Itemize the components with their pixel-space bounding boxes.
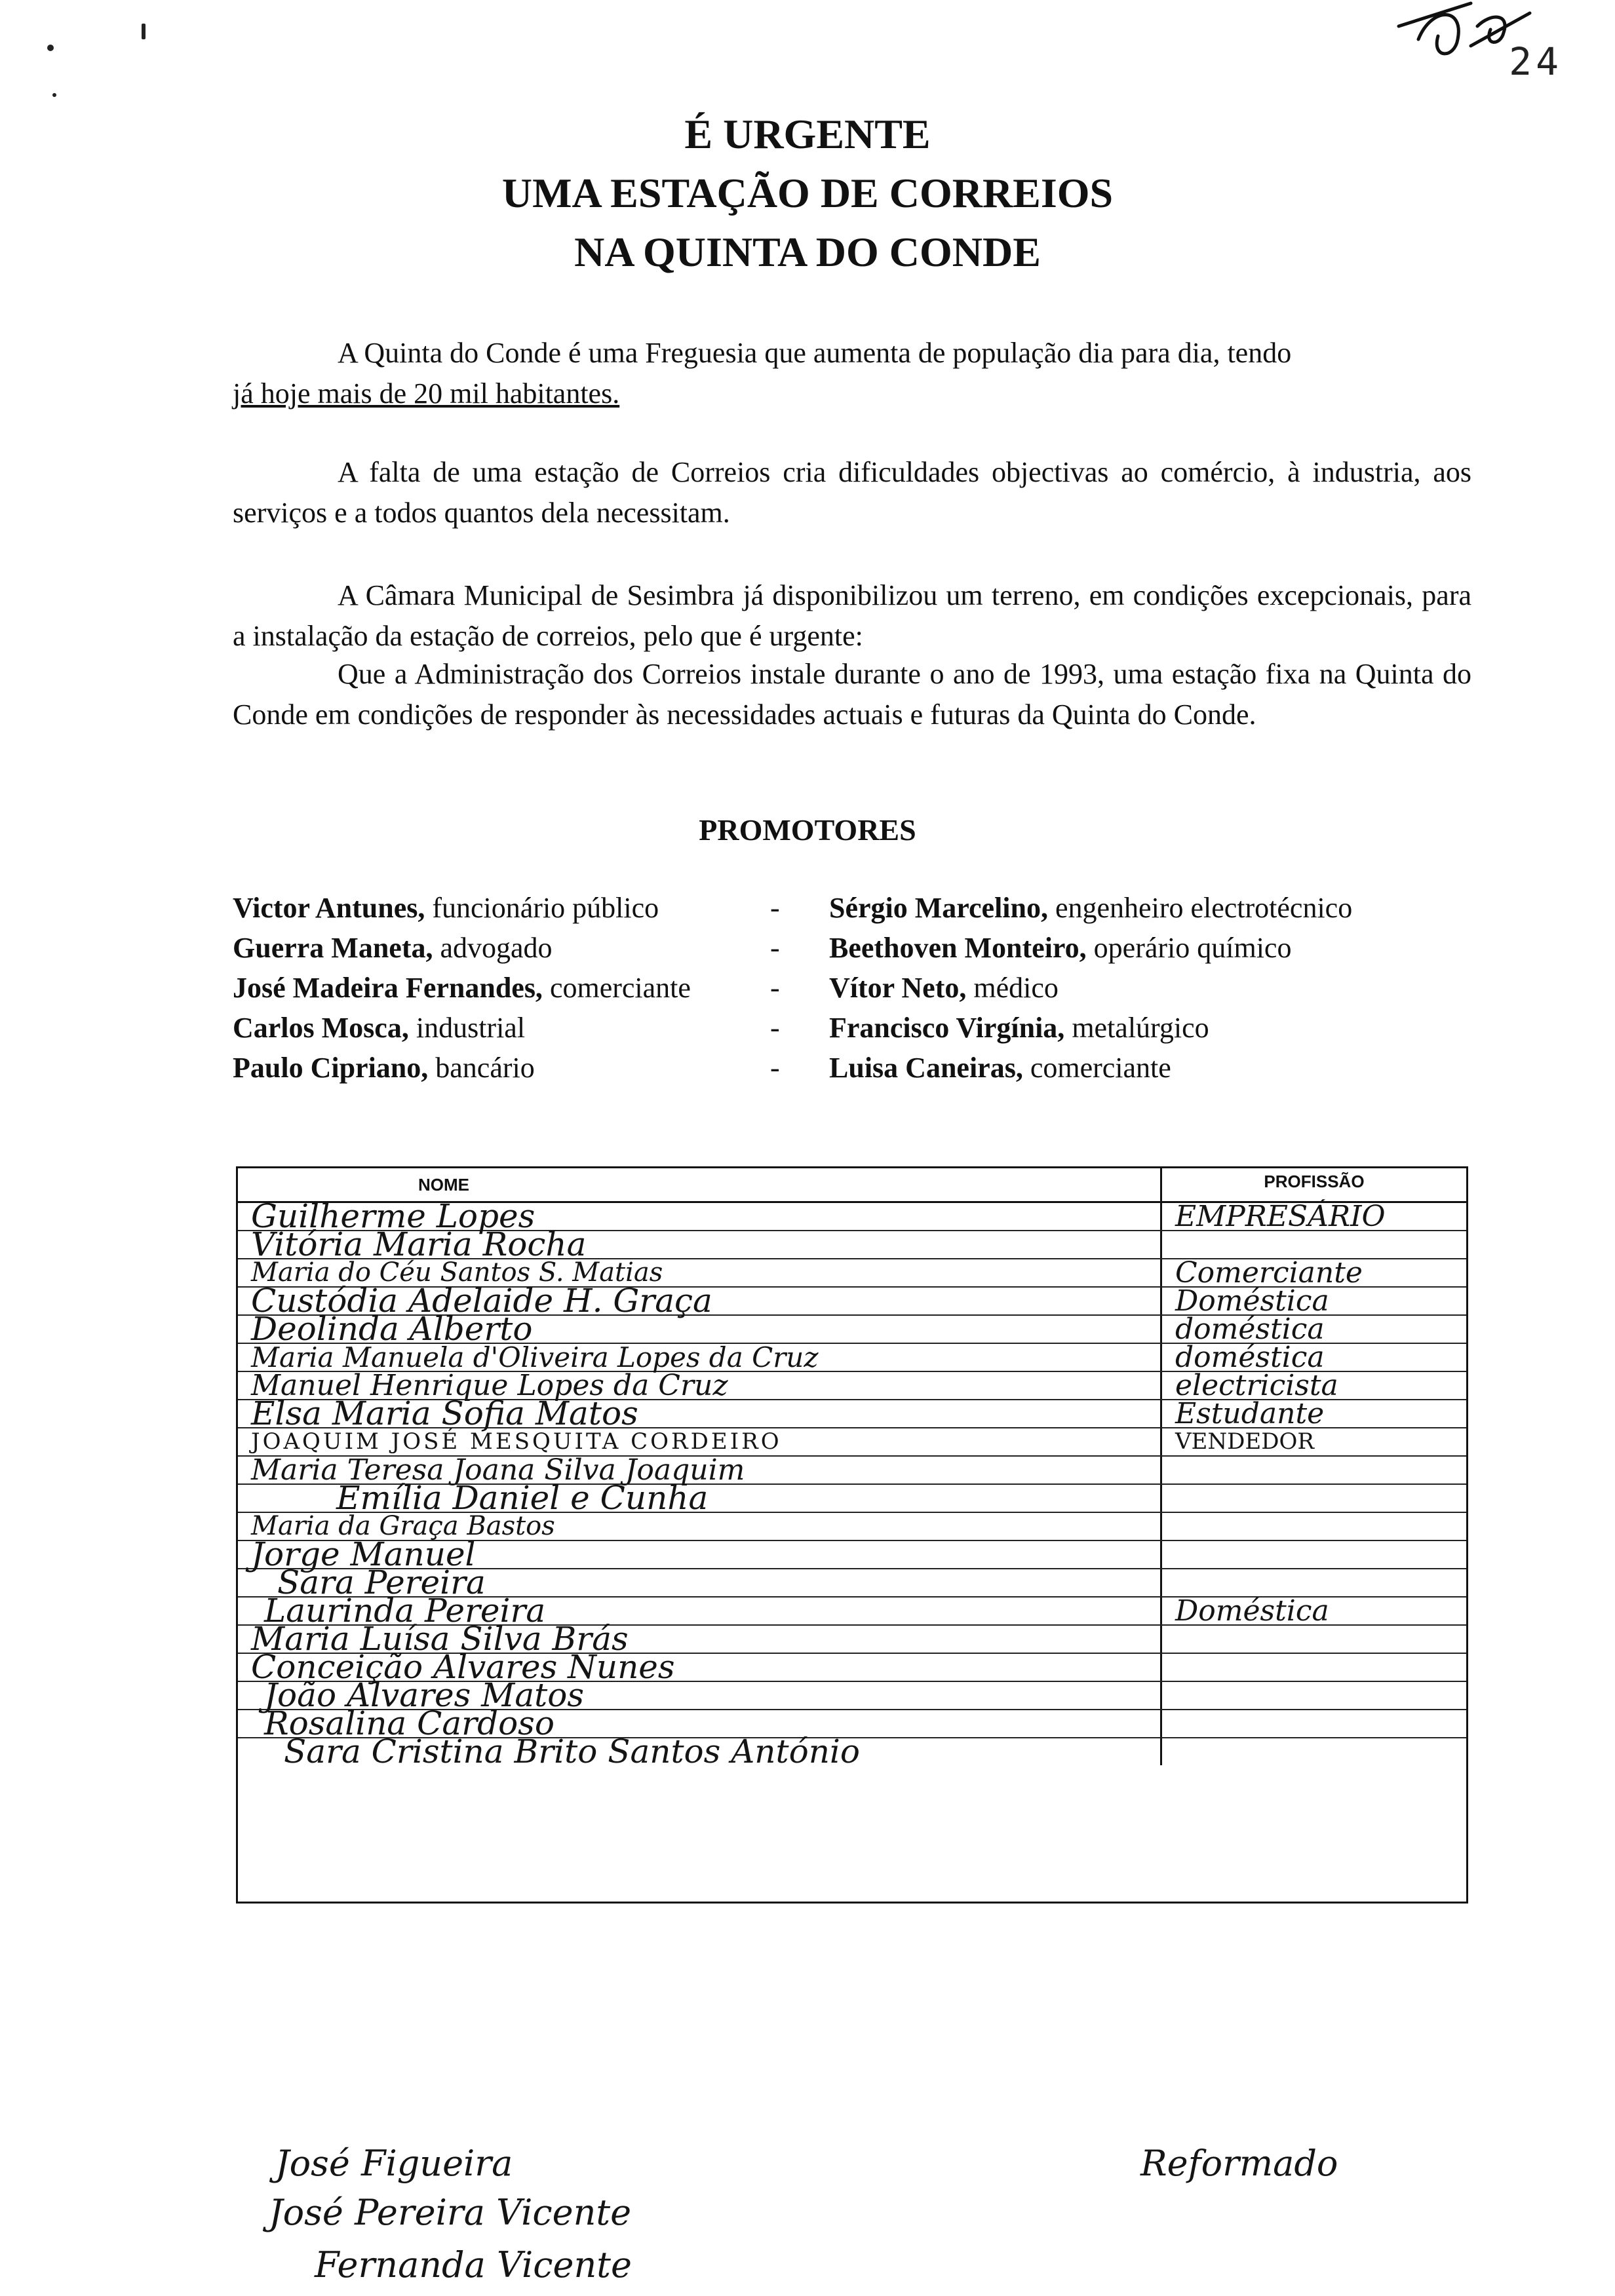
promoter-row bbox=[233, 928, 1478, 968]
paragraph-3 bbox=[233, 575, 1471, 657]
signature-profession: Doméstica bbox=[1175, 1594, 1329, 1628]
promoter-separator: - bbox=[770, 972, 780, 1004]
signature-name: Custódia Adelaide H. Graça bbox=[238, 1288, 1162, 1314]
table-row bbox=[238, 1310, 1466, 1348]
promoter-name: Guerra Maneta, bbox=[233, 932, 433, 964]
signature-name: Laurinda Pereira bbox=[238, 1598, 1162, 1624]
signature-profession bbox=[1162, 1654, 1466, 1681]
title-line-2: UMA ESTAÇÃO DE CORREIOS bbox=[501, 170, 1114, 216]
signature-profession bbox=[1162, 1485, 1466, 1512]
promoter-name: Carlos Mosca, bbox=[233, 1012, 409, 1044]
column-header-profession: PROFISSÃO bbox=[1264, 1172, 1365, 1191]
signature-name: Maria da Graça Bastos bbox=[238, 1513, 1162, 1540]
signature-profession: VENDEDOR bbox=[1175, 1428, 1314, 1455]
signature-name: Manuel Henrique Lopes da Cruz bbox=[238, 1372, 1162, 1399]
signature-profession bbox=[1162, 1457, 1466, 1483]
signature-profession bbox=[1162, 1569, 1466, 1596]
paragraph-1-text: A Quinta do Conde é uma Freguesia que aumenta de população dia para dia, tendo bbox=[338, 337, 1292, 369]
paragraph-3-text: A Câmara Municipal de Sesimbra já disponibilizou um terreno, em condições excepcionais, para a instalação da estação de correios, pelo que é urgente: bbox=[233, 579, 1471, 652]
signature-name: Maria Luísa Silva Brás bbox=[238, 1626, 1162, 1653]
promoter-role: comerciante bbox=[1022, 1052, 1171, 1084]
column-header-name: NOME bbox=[238, 1168, 1162, 1201]
signature-name: Sara Cristina Brito Santos António bbox=[238, 1738, 1162, 1765]
paragraph-2-text: A falta de uma estação de Correios cria dificuldades objectivas ao comércio, à industria, aos serviços e a todos quantos dela necessitam. bbox=[233, 456, 1471, 529]
signature-profession bbox=[1162, 1738, 1466, 1765]
promoter-role: metalúrgico bbox=[1064, 1012, 1209, 1044]
signature-profession: Estudante bbox=[1175, 1397, 1325, 1430]
signature-profession: doméstica bbox=[1175, 1312, 1325, 1346]
signature-profession bbox=[1162, 1710, 1466, 1737]
signature-name: Conceição Alvares Nunes bbox=[238, 1654, 1162, 1681]
promoter-name: Sérgio Marcelino, bbox=[829, 892, 1048, 924]
signature-profession: doméstica bbox=[1175, 1341, 1325, 1374]
promoter-name: Francisco Virgínia, bbox=[829, 1012, 1065, 1044]
signature-profession: electricista bbox=[1175, 1369, 1338, 1402]
punch-mark bbox=[52, 93, 56, 97]
signature-name: Maria do Céu Santos S. Matias bbox=[238, 1259, 1162, 1286]
signature-table bbox=[236, 1166, 1468, 1904]
table-row bbox=[238, 1394, 1466, 1432]
promoter-name: Luisa Caneiras, bbox=[829, 1052, 1023, 1084]
promoter-name: Vítor Neto, bbox=[829, 972, 967, 1004]
paragraph-1-end: já hoje mais de 20 mil habitantes. bbox=[233, 377, 620, 410]
signature-name: JOAQUIM JOSÉ MESQUITA CORDEIRO bbox=[238, 1428, 1162, 1455]
signature-name: Maria Manuela d'Oliveira Lopes da Cruz bbox=[238, 1344, 1162, 1371]
table-row bbox=[238, 1341, 1466, 1374]
promoter-role: engenheiro electrotécnico bbox=[1048, 892, 1353, 924]
signature-name: Guilherme Lopes bbox=[238, 1203, 1162, 1230]
promoter-separator: - bbox=[770, 1052, 780, 1084]
promoter-separator: - bbox=[770, 932, 780, 964]
promoters-heading: PROMOTORES bbox=[699, 813, 916, 847]
promoter-row bbox=[233, 1048, 1478, 1088]
signature-name: Sara Pereira bbox=[238, 1569, 1162, 1596]
promoter-role: comerciante bbox=[542, 972, 691, 1004]
title-line-1: É URGENTE bbox=[684, 111, 931, 157]
promoter-separator: - bbox=[770, 1012, 780, 1044]
paragraph-2 bbox=[233, 452, 1471, 533]
handwritten-signature: José Pereira Vicente bbox=[269, 2192, 632, 2233]
paragraph-1 bbox=[233, 333, 1471, 414]
promoter-role: operário químico bbox=[1086, 932, 1292, 964]
punch-mark bbox=[142, 24, 146, 39]
table-row bbox=[238, 1732, 1466, 1770]
signature-profession: EMPRESÁRIO bbox=[1175, 1200, 1386, 1233]
table-row bbox=[238, 1225, 1466, 1263]
signature-profession bbox=[1162, 1626, 1466, 1653]
handwritten-signature: Fernanda Vicente bbox=[315, 2244, 632, 2286]
signature-profession bbox=[1162, 1513, 1466, 1540]
signature-name: Vitória Maria Rocha bbox=[238, 1231, 1162, 1258]
promoter-role: médico bbox=[966, 972, 1059, 1004]
signature-profession: Doméstica bbox=[1175, 1284, 1329, 1318]
table-row bbox=[238, 1428, 1466, 1457]
promoter-separator: - bbox=[770, 892, 780, 924]
page-edge-shadow bbox=[0, 0, 4, 2296]
table-row bbox=[238, 1479, 1466, 1517]
promoter-role: funcionário público bbox=[425, 892, 659, 924]
signature-profession bbox=[1162, 1231, 1466, 1258]
signature-profession: Comerciante bbox=[1175, 1256, 1363, 1290]
promoter-name: José Madeira Fernandes, bbox=[233, 972, 543, 1004]
signature-name: Deolinda Alberto bbox=[238, 1316, 1162, 1343]
title-line-3: NA QUINTA DO CONDE bbox=[574, 229, 1041, 275]
signature-name: Elsa Maria Sofia Matos bbox=[238, 1400, 1162, 1427]
signature-name: Rosalina Cardoso bbox=[238, 1710, 1162, 1737]
punch-mark bbox=[47, 45, 54, 51]
signature-profession bbox=[1162, 1682, 1466, 1709]
signature-name: Maria Teresa Joana Silva Joaquim bbox=[238, 1457, 1162, 1483]
signature-profession bbox=[1162, 1541, 1466, 1568]
page-number: 24 bbox=[1509, 39, 1563, 84]
promoter-role: industrial bbox=[408, 1012, 526, 1044]
paragraph-4-text: Que a Administração dos Correios instale durante o ano de 1993, uma estação fixa na Quinta do Conde em condições de responder às necessidades actuais e futuras da Quinta do Conde. bbox=[233, 658, 1471, 731]
signature-name: Emília Daniel e Cunha bbox=[238, 1485, 1162, 1512]
promoter-name: Paulo Cipriano, bbox=[233, 1052, 429, 1084]
paragraph-4 bbox=[233, 654, 1471, 735]
promoter-row bbox=[233, 888, 1478, 928]
promoter-name: Beethoven Monteiro, bbox=[829, 932, 1087, 964]
signature-name: Jorge Manuel bbox=[238, 1541, 1162, 1568]
signature-name: João Alvares Matos bbox=[238, 1682, 1162, 1709]
promoter-row bbox=[233, 1008, 1478, 1048]
document-title bbox=[0, 105, 1615, 282]
promoters-list bbox=[233, 888, 1478, 1088]
promoter-role: advogado bbox=[433, 932, 553, 964]
promoter-row bbox=[233, 968, 1478, 1008]
handwritten-profession: Reformado bbox=[1140, 2143, 1338, 2184]
promoter-role: bancário bbox=[428, 1052, 535, 1084]
handwritten-signature: José Figueira bbox=[275, 2143, 513, 2184]
promoter-name: Victor Antunes, bbox=[233, 892, 425, 924]
